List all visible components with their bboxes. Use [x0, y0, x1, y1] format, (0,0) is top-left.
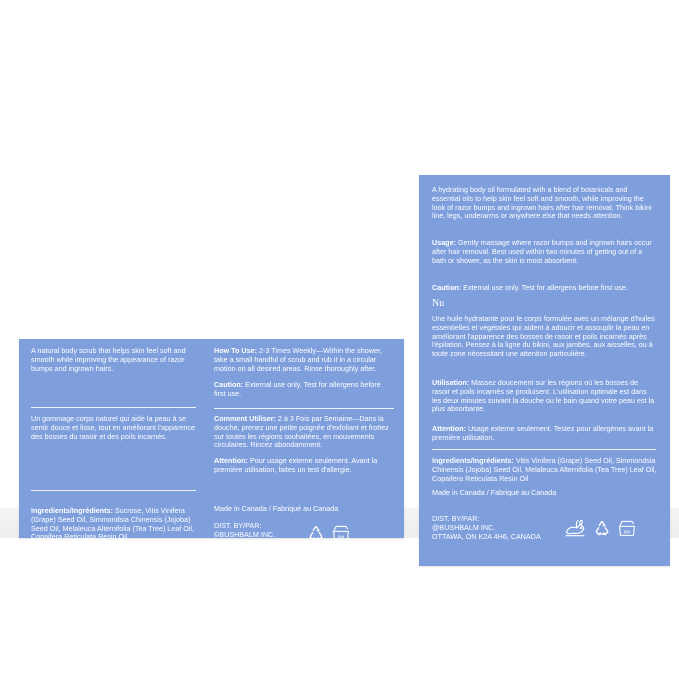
- oil-fr-description: Une huile hydratante pour le corps formulée avec un mélange d'huiles essentielles et végétales qui aident à adoucir et assouplir la peau en améliorant l'apparence des bosses de rasoir et poils incarnés après l'épilation. Pensez à la ligne du bikini, aux jambes, aux aisselles, ou à toute zone nécessitant une attention particulière.: [432, 314, 655, 359]
- pao-jar-icon: [617, 519, 637, 537]
- oil-attention: [432, 425, 656, 443]
- dist-line-3: OTTAWA, ON K2A 4H6, CANADA: [432, 531, 541, 541]
- oil-usage: [432, 239, 656, 265]
- scrub-ingredients: [31, 507, 199, 542]
- scrub-en-description: A natural body scrub that helps skin feel soft and smooth while improving the appearance of razor bumps and ingrown hairs.: [31, 346, 186, 373]
- divider: [31, 490, 196, 491]
- attention-text: Pour usage externe seulement. Avant la première utilisation, faites un test d'allergie.: [214, 456, 378, 474]
- usage-label: Usage:: [432, 238, 456, 247]
- pao-label: 6M: [623, 530, 631, 536]
- dist-line-2: @BUSHBALM INC.: [432, 522, 496, 532]
- attention-text: Usage externe seulement. Testez pour allergènes avant la première utilisation.: [432, 424, 654, 442]
- attention-label: Attention:: [214, 456, 248, 465]
- scrub-label-panel: [19, 339, 404, 548]
- divider: [214, 408, 394, 409]
- dist-line-3: OTTAWA, ON K2A 4H6,CANADA: [214, 538, 321, 548]
- oil-ingredients: [432, 457, 660, 483]
- scrub-caution: [214, 381, 394, 399]
- oil-distributor: [432, 515, 572, 541]
- how-to-use-label: How To Use:: [214, 346, 257, 355]
- ingredients-label: Ingredients/Ingrédients:: [432, 456, 514, 465]
- divider: [31, 407, 196, 408]
- oil-utilisation: [432, 379, 656, 414]
- caution-label: Caution:: [214, 380, 244, 389]
- recycle-icon: [593, 519, 611, 537]
- divider: [432, 449, 656, 450]
- ingredients-text: Sucrose, Vitis Vinifera (Grape) Seed Oil, Simmondsia Chinensis (Jojoba) Seed Oil, Melaleuca Alternifolia (Tea Tree) Leaf Oil, Copaifera Reticulata Resin Oil: [31, 506, 194, 542]
- comment-text: 2 à 3 Fois par Semaine—Dans la douche, prenez une petite poignée d'exfoliant et frottez sur toutes les régions souhaitées, en mouvements circulaires. Rincez abondamment.: [214, 414, 389, 450]
- caution-text: External use only. Test for allergens before first use.: [463, 283, 628, 292]
- oil-label-panel: [419, 175, 670, 566]
- recycle-icon: [307, 524, 325, 542]
- scrub-attention: [214, 457, 396, 475]
- dist-line-1: DIST. BY/PAR:: [214, 521, 262, 530]
- scrub-made-in: Made in Canada / Fabriqué au Canada: [214, 504, 339, 513]
- oil-caution: [432, 284, 656, 293]
- usage-text: Gently massage where razor bumps and ingrown hairs occur after hair removal. Best used within two minutes of getting out of a bath or shower, as the skin is most absorbent.: [432, 238, 652, 265]
- attention-label: Attention:: [432, 424, 466, 433]
- dist-line-2: ©BUSHBALM INC.: [214, 529, 276, 539]
- scrub-symbol-row: [307, 524, 351, 542]
- oil-symbol-row: [563, 518, 637, 538]
- oil-made-in: Made in Canada / Fabriqué au Canada: [432, 488, 557, 497]
- comment-label: Comment Utiliser:: [214, 414, 276, 423]
- ingredients-text: Vitis Vinifera (Grape) Seed Oil, Simmondsia Chinensis (Jojoba) Seed Oil, Melaleuca Alternifolia (Tea Tree) Leaf Oil, Copaifera Reticulata Resin Oil: [432, 456, 657, 483]
- caution-text: External use only. Test for allergens before first use.: [214, 380, 381, 398]
- oil-en-description: A hydrating body oil formulated with a blend of botanicals and essential oils to help skin feel soft and smooth, while improving the look of razor bumps and ingrown hairs after hair removal. Think bikini line, legs, underarms or anywhere else that needs attention.: [432, 185, 652, 221]
- dist-line-1: DIST. BY/PAR:: [432, 514, 480, 523]
- utilisation-label: Utilisation:: [432, 378, 470, 387]
- scrub-distributor: [214, 522, 394, 548]
- scrub-comment-utiliser: [214, 415, 396, 450]
- scrub-how-to-use: [214, 347, 394, 373]
- caution-label: Caution:: [432, 283, 462, 292]
- nu-mark: Nu: [432, 298, 445, 309]
- utilisation-text: Massez doucement sur les régions où les bosses de rasoir et poils incarnés se produisent. L'utilisation optimale est dans les deux minutes suivant la douche ou le bain quand votre peau est la plus absorbante.: [432, 378, 655, 414]
- scrub-fr-description: Un gommage corps naturel qui aide la peau à se sentir douce et lisse, tout en améliorant l'apparence des bosses du rasoir et des poils incarnés.: [31, 414, 195, 441]
- cruelty-free-bunny-icon: [563, 518, 587, 538]
- how-to-use-text: 2-3 Times Weekly—Within the shower, take a small handful of scrub and rub it in a circular motion on all desired areas. Rinse thoroughly after.: [214, 346, 382, 373]
- pao-jar-icon: [331, 524, 351, 542]
- ingredients-label: Ingredients/Ingrédients:: [31, 506, 113, 515]
- pao-label: 6M: [337, 535, 345, 541]
